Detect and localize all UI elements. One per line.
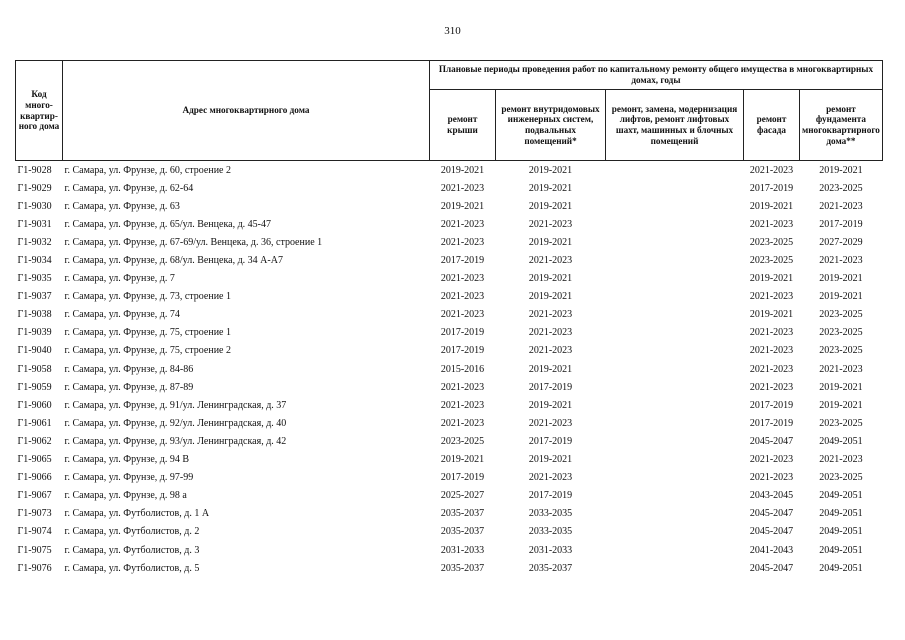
table-row bbox=[16, 541, 883, 559]
header-planned-periods: Плановые периоды проведения работ по капитальному ремонту общего имущества в многоквартирных домах, годы bbox=[430, 61, 883, 90]
cell-engineering: 2019-2021 bbox=[496, 161, 606, 180]
cell-address: г. Самара, ул. Фрунзе, д. 67-69/ул. Венцека, д. 36, строение 1 bbox=[64, 236, 323, 248]
cell-facade: 2023-2025 bbox=[749, 255, 794, 267]
cell-code: Г1-9035 bbox=[17, 273, 52, 285]
cell-address: г. Самара, ул. Фрунзе, д. 98 а bbox=[64, 490, 187, 502]
cell-address: г. Самара, ул. Фрунзе, д. 62-64 bbox=[64, 182, 194, 194]
cell-address: г. Самара, ул. Фрунзе, д. 65/ул. Венцека, д. 45-47 bbox=[64, 218, 272, 230]
cell-code: Г1-9062 bbox=[17, 435, 52, 447]
cell-lifts bbox=[606, 288, 744, 306]
table-row bbox=[16, 233, 883, 251]
cell-lifts bbox=[606, 396, 744, 414]
cell-lifts bbox=[606, 306, 744, 324]
cell-address: г. Самара, ул. Футболистов, д. 5 bbox=[64, 562, 200, 574]
cell-facade: 2023-2025 bbox=[749, 236, 794, 248]
header-lifts: ремонт, замена, модернизация лифтов, ремонт лифтовых шахт, машинных и блочных помещений bbox=[606, 90, 744, 161]
cell-roof: 2017-2019 bbox=[440, 255, 485, 267]
cell-code: Г1-9066 bbox=[17, 472, 52, 484]
cell-facade: 2045-2047 bbox=[749, 435, 794, 447]
cell-lifts bbox=[606, 360, 744, 378]
cell-engineering: 2021-2023 bbox=[528, 218, 573, 230]
cell-address: г. Самара, ул. Фрунзе, д. 97-99 bbox=[64, 472, 194, 484]
cell-facade: 2041-2043 bbox=[749, 544, 794, 556]
header-address: Адрес многоквартирного дома bbox=[63, 61, 430, 161]
cell-engineering: 2019-2021 bbox=[528, 291, 573, 303]
cell-code: Г1-9034 bbox=[17, 255, 52, 267]
cell-foundation: 2023-2025 bbox=[819, 472, 863, 484]
cell-foundation: 2021-2023 bbox=[819, 255, 863, 267]
cell-lifts bbox=[606, 469, 744, 487]
cell-engineering: 2021-2023 bbox=[528, 345, 573, 357]
table-row bbox=[16, 251, 883, 269]
table-header bbox=[16, 61, 883, 161]
cell-lifts bbox=[606, 559, 744, 577]
cell-facade: 2045-2047 bbox=[749, 508, 794, 520]
cell-roof: 2035-2037 bbox=[440, 526, 485, 538]
cell-code: Г1-9076 bbox=[17, 562, 52, 574]
cell-roof: 2021-2023 bbox=[440, 381, 485, 393]
table-row bbox=[16, 505, 883, 523]
table-row bbox=[16, 342, 883, 360]
cell-facade: 2043-2045 bbox=[749, 490, 794, 502]
cell-engineering: 2019-2021 bbox=[528, 273, 573, 285]
table-row bbox=[16, 306, 883, 324]
cell-lifts bbox=[606, 414, 744, 432]
cell-foundation: 2023-2025 bbox=[819, 182, 863, 194]
cell-foundation: 2049-2051 bbox=[819, 435, 863, 447]
cell-code: Г1-9032 bbox=[17, 236, 52, 248]
cell-engineering: 2021-2023 bbox=[528, 417, 573, 429]
cell-roof: 2021-2023 bbox=[440, 309, 485, 321]
cell-foundation: 2019-2021 bbox=[819, 291, 863, 303]
cell-engineering: 2021-2023 bbox=[528, 472, 573, 484]
cell-lifts bbox=[606, 432, 744, 450]
cell-foundation: 2019-2021 bbox=[819, 399, 863, 411]
cell-lifts bbox=[606, 378, 744, 396]
cell-foundation: 2023-2025 bbox=[819, 309, 863, 321]
cell-lifts bbox=[606, 342, 744, 360]
cell-address: г. Самара, ул. Фрунзе, д. 87-89 bbox=[64, 381, 194, 393]
cell-address: г. Самара, ул. Фрунзе, д. 84-86 bbox=[64, 363, 194, 375]
cell-roof: 2021-2023 bbox=[440, 182, 485, 194]
cell-engineering: 2019-2021 bbox=[528, 454, 573, 466]
cell-code: Г1-9073 bbox=[17, 508, 52, 520]
cell-foundation: 2021-2023 bbox=[819, 363, 863, 375]
table-row bbox=[16, 161, 883, 180]
table-row bbox=[16, 432, 883, 450]
table-row bbox=[16, 396, 883, 414]
cell-facade: 2021-2023 bbox=[749, 381, 794, 393]
header-roof: ремонт крыши bbox=[430, 90, 496, 161]
cell-lifts bbox=[606, 215, 744, 233]
cell-engineering: 2021-2023 bbox=[528, 327, 573, 339]
cell-roof: 2035-2037 bbox=[440, 562, 485, 574]
table-row bbox=[16, 451, 883, 469]
cell-foundation: 2021-2023 bbox=[819, 454, 863, 466]
cell-engineering: 2019-2021 bbox=[528, 399, 573, 411]
table-row bbox=[16, 288, 883, 306]
cell-foundation: 2019-2021 bbox=[819, 273, 863, 285]
cell-engineering: 2017-2019 bbox=[528, 381, 573, 393]
cell-lifts bbox=[606, 324, 744, 342]
cell-foundation: 2019-2021 bbox=[819, 381, 863, 393]
cell-lifts bbox=[606, 523, 744, 541]
cell-code: Г1-9038 bbox=[17, 309, 52, 321]
table-row bbox=[16, 487, 883, 505]
cell-lifts bbox=[606, 541, 744, 559]
table-row bbox=[16, 179, 883, 197]
cell-roof: 2035-2037 bbox=[440, 508, 485, 520]
cell-facade: 2045-2047 bbox=[749, 562, 794, 574]
cell-facade: 2019-2021 bbox=[749, 309, 794, 321]
cell-lifts bbox=[606, 161, 744, 180]
cell-code: Г1-9061 bbox=[17, 417, 52, 429]
cell-lifts bbox=[606, 451, 744, 469]
cell-address: г. Самара, ул. Фрунзе, д. 60, строение 2 bbox=[63, 161, 430, 180]
header-foundation: ремонт фундамента многоквартирного дома** bbox=[800, 90, 883, 161]
cell-foundation: 2021-2023 bbox=[819, 200, 863, 212]
cell-foundation: 2049-2051 bbox=[819, 562, 863, 574]
cell-foundation: 2049-2051 bbox=[819, 508, 863, 520]
cell-facade: 2021-2023 bbox=[749, 363, 794, 375]
cell-engineering: 2035-2037 bbox=[528, 562, 573, 574]
cell-engineering: 2021-2023 bbox=[528, 255, 573, 267]
cell-roof: 2019-2021 bbox=[440, 200, 485, 212]
page-number: 310 bbox=[444, 25, 461, 37]
cell-engineering: 2033-2035 bbox=[528, 508, 573, 520]
cell-facade: 2021-2023 bbox=[744, 161, 800, 180]
cell-roof: 2019-2021 bbox=[440, 454, 485, 466]
cell-code: Г1-9040 bbox=[17, 345, 52, 357]
cell-roof: 2021-2023 bbox=[440, 218, 485, 230]
cell-address: г. Самара, ул. Фрунзе, д. 93/ул. Ленинградская, д. 42 bbox=[64, 435, 287, 447]
cell-code: Г1-9039 bbox=[17, 327, 52, 339]
cell-engineering: 2019-2021 bbox=[528, 236, 573, 248]
cell-roof: 2023-2025 bbox=[440, 435, 485, 447]
cell-facade: 2021-2023 bbox=[749, 345, 794, 357]
cell-engineering: 2017-2019 bbox=[528, 435, 573, 447]
cell-lifts bbox=[606, 251, 744, 269]
cell-code: Г1-9075 bbox=[17, 544, 52, 556]
cell-engineering: 2019-2021 bbox=[528, 182, 573, 194]
cell-facade: 2021-2023 bbox=[749, 454, 794, 466]
table-row bbox=[16, 378, 883, 396]
cell-facade: 2021-2023 bbox=[749, 218, 794, 230]
cell-code: Г1-9031 bbox=[17, 218, 52, 230]
cell-code: Г1-9058 bbox=[17, 363, 52, 375]
cell-address: г. Самара, ул. Фрунзе, д. 92/ул. Ленинградская, д. 40 bbox=[64, 417, 287, 429]
cell-foundation: 2023-2025 bbox=[819, 345, 863, 357]
cell-facade: 2017-2019 bbox=[749, 182, 794, 194]
cell-lifts bbox=[606, 197, 744, 215]
table-row bbox=[16, 324, 883, 342]
cell-code: Г1-9028 bbox=[16, 161, 63, 180]
cell-lifts bbox=[606, 505, 744, 523]
cell-address: г. Самара, ул. Фрунзе, д. 7 bbox=[64, 273, 175, 285]
cell-code: Г1-9037 bbox=[17, 291, 52, 303]
cell-address: г. Самара, ул. Фрунзе, д. 73, строение 1 bbox=[64, 291, 231, 303]
table-row bbox=[16, 523, 883, 541]
cell-facade: 2019-2021 bbox=[749, 200, 794, 212]
cell-address: г. Самара, ул. Фрунзе, д. 75, строение 1 bbox=[64, 327, 231, 339]
cell-roof: 2017-2019 bbox=[440, 327, 485, 339]
cell-address: г. Самара, ул. Фрунзе, д. 74 bbox=[64, 309, 180, 321]
cell-foundation: 2049-2051 bbox=[819, 526, 863, 538]
cell-foundation: 2049-2051 bbox=[819, 490, 863, 502]
cell-code: Г1-9074 bbox=[17, 526, 52, 538]
cell-roof: 2021-2023 bbox=[440, 399, 485, 411]
cell-code: Г1-9029 bbox=[17, 182, 52, 194]
cell-roof: 2017-2019 bbox=[440, 472, 485, 484]
cell-foundation: 2023-2025 bbox=[819, 327, 863, 339]
cell-address: г. Самара, ул. Футболистов, д. 1 А bbox=[64, 508, 210, 520]
cell-address: г. Самара, ул. Фрунзе, д. 68/ул. Венцека, д. 34 А-А7 bbox=[64, 255, 283, 267]
cell-foundation: 2049-2051 bbox=[819, 544, 863, 556]
cell-roof: 2021-2023 bbox=[440, 417, 485, 429]
table-row bbox=[16, 360, 883, 378]
cell-address: г. Самара, ул. Фрунзе, д. 91/ул. Ленинградская, д. 37 bbox=[64, 399, 287, 411]
header-facade: ремонт фасада bbox=[744, 90, 800, 161]
cell-roof: 2019-2021 bbox=[430, 161, 496, 180]
table-body bbox=[16, 161, 883, 578]
table-row bbox=[16, 215, 883, 233]
cell-engineering: 2033-2035 bbox=[528, 526, 573, 538]
cell-roof: 2025-2027 bbox=[440, 490, 485, 502]
cell-facade: 2017-2019 bbox=[749, 399, 794, 411]
cell-engineering: 2017-2019 bbox=[528, 490, 573, 502]
cell-address: г. Самара, ул. Фрунзе, д. 94 В bbox=[64, 454, 190, 466]
cell-facade: 2019-2021 bbox=[749, 273, 794, 285]
cell-code: Г1-9067 bbox=[17, 490, 52, 502]
cell-code: Г1-9030 bbox=[17, 200, 52, 212]
cell-lifts bbox=[606, 179, 744, 197]
table-row bbox=[16, 559, 883, 577]
cell-engineering: 2019-2021 bbox=[528, 200, 573, 212]
cell-engineering: 2019-2021 bbox=[528, 363, 573, 375]
repair-schedule-table bbox=[15, 60, 883, 577]
cell-roof: 2031-2033 bbox=[440, 544, 485, 556]
cell-engineering: 2031-2033 bbox=[528, 544, 573, 556]
cell-facade: 2017-2019 bbox=[749, 417, 794, 429]
cell-facade: 2045-2047 bbox=[749, 526, 794, 538]
cell-address: г. Самара, ул. Футболистов, д. 2 bbox=[64, 526, 200, 538]
cell-facade: 2021-2023 bbox=[749, 472, 794, 484]
cell-lifts bbox=[606, 233, 744, 251]
cell-code: Г1-9065 bbox=[17, 454, 52, 466]
table-row bbox=[16, 197, 883, 215]
cell-foundation: 2027-2029 bbox=[819, 236, 863, 248]
cell-foundation: 2023-2025 bbox=[819, 417, 863, 429]
table-row bbox=[16, 414, 883, 432]
table-row bbox=[16, 469, 883, 487]
cell-facade: 2021-2023 bbox=[749, 291, 794, 303]
table-row bbox=[16, 270, 883, 288]
cell-address: г. Самара, ул. Футболистов, д. 3 bbox=[64, 544, 200, 556]
header-engineering: ремонт внутридомовых инженерных систем, подвальных помещений* bbox=[496, 90, 606, 161]
cell-roof: 2015-2016 bbox=[440, 363, 485, 375]
header-code: Код много-квартир-ного дома bbox=[16, 61, 63, 161]
cell-engineering: 2021-2023 bbox=[528, 309, 573, 321]
cell-address: г. Самара, ул. Фрунзе, д. 75, строение 2 bbox=[64, 345, 231, 357]
cell-code: Г1-9060 bbox=[17, 399, 52, 411]
cell-roof: 2021-2023 bbox=[440, 273, 485, 285]
cell-foundation: 2019-2021 bbox=[800, 161, 883, 180]
cell-roof: 2021-2023 bbox=[440, 236, 485, 248]
cell-foundation: 2017-2019 bbox=[819, 218, 863, 230]
cell-address: г. Самара, ул. Фрунзе, д. 63 bbox=[64, 200, 180, 212]
cell-lifts bbox=[606, 270, 744, 288]
cell-roof: 2017-2019 bbox=[440, 345, 485, 357]
cell-roof: 2021-2023 bbox=[440, 291, 485, 303]
cell-facade: 2021-2023 bbox=[749, 327, 794, 339]
cell-code: Г1-9059 bbox=[17, 381, 52, 393]
cell-lifts bbox=[606, 487, 744, 505]
